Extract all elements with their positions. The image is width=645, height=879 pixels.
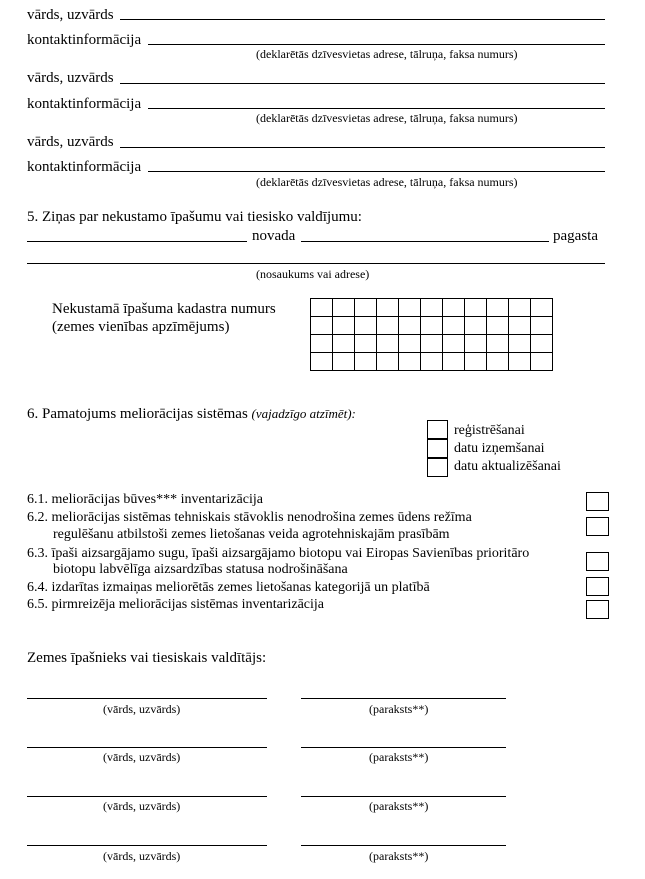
reason-6-4: 6.4. izdarītas izmaiņas meliorētās zemes lietošanas kategorijā un platībā: [27, 580, 430, 595]
address-field[interactable]: [27, 263, 605, 264]
name-field[interactable]: [120, 147, 605, 148]
signer-name-hint: (vārds, uzvārds): [103, 702, 181, 716]
signer-name-hint: (vārds, uzvārds): [103, 750, 181, 764]
signer-name-hint: (vārds, uzvārds): [103, 799, 181, 813]
checkbox-reason-6-4[interactable]: [586, 577, 609, 596]
checkbox-reason-6-2[interactable]: [586, 517, 609, 536]
address-hint: (nosaukums vai adrese): [256, 267, 370, 281]
checkbox-update[interactable]: [427, 458, 448, 477]
name-label: vārds, uzvārds: [27, 70, 114, 86]
signer-name-field[interactable]: [27, 845, 267, 846]
name-field[interactable]: [120, 19, 605, 20]
signer-name-field[interactable]: [27, 796, 267, 797]
signer-name-field[interactable]: [27, 747, 267, 748]
checkbox-reason-6-1[interactable]: [586, 492, 609, 511]
cadastre-number-grid[interactable]: [310, 298, 553, 371]
option-removal: datu izņemšanai: [454, 441, 545, 456]
contact-field[interactable]: [148, 108, 605, 109]
contact-hint: (deklarētās dzīvesvietas adrese, tālruņa, faksa numurs): [256, 47, 518, 61]
reason-6-1: 6.1. meliorācijas būves*** inventarizācija: [27, 492, 263, 507]
section6-note: (vajadzīgo atzīmēt):: [251, 406, 356, 421]
pagasta-label: pagasta: [553, 228, 598, 244]
signature-hint: (paraksts**): [369, 702, 429, 716]
option-update: datu aktualizēšanai: [454, 459, 561, 474]
signature-field[interactable]: [301, 796, 506, 797]
checkbox-reason-6-3[interactable]: [586, 552, 609, 571]
signer-name-field[interactable]: [27, 698, 267, 699]
cadastre-label: Nekustamā īpašuma kadastra numurs: [52, 301, 276, 317]
name-label: vārds, uzvārds: [27, 134, 114, 150]
signature-field[interactable]: [301, 747, 506, 748]
signature-field[interactable]: [301, 698, 506, 699]
reason-6-2: 6.2. meliorācijas sistēmas tehniskais stāvoklis nenodrošina zemes ūdens režīma: [27, 510, 472, 525]
checkbox-removal[interactable]: [427, 439, 448, 458]
signature-hint: (paraksts**): [369, 799, 429, 813]
contact-field[interactable]: [148, 171, 605, 172]
reason-6-2-cont: regulēšanu atbilstoši zemes lietošanas veida agrotehniskajām prasībām: [53, 527, 450, 542]
contact-label: kontaktinformācija: [27, 32, 142, 48]
signature-hint: (paraksts**): [369, 849, 429, 863]
reason-6-5: 6.5. pirmreizēja meliorācijas sistēmas inventarizācija: [27, 597, 324, 612]
signature-hint: (paraksts**): [369, 750, 429, 764]
signature-field[interactable]: [301, 845, 506, 846]
novada-label: novada: [252, 228, 296, 244]
reason-6-3: 6.3. īpaši aizsargājamo sugu, īpaši aizsargājamo biotopu vai Eiropas Savienības prioritāro: [27, 546, 530, 561]
name-label: vārds, uzvārds: [27, 7, 114, 23]
contact-label: kontaktinformācija: [27, 96, 142, 112]
contact-label: kontaktinformācija: [27, 159, 142, 175]
section5-title: 5. Ziņas par nekustamo īpašumu vai tiesisko valdījumu:: [27, 209, 362, 225]
contact-field[interactable]: [148, 44, 605, 45]
contact-hint: (deklarētās dzīvesvietas adrese, tālruņa, faksa numurs): [256, 175, 518, 189]
contact-hint: (deklarētās dzīvesvietas adrese, tālruņa, faksa numurs): [256, 111, 518, 125]
checkbox-registration[interactable]: [427, 420, 448, 439]
option-registration: reģistrēšanai: [454, 423, 525, 438]
signatures-title: Zemes īpašnieks vai tiesiskais valdītājs:: [27, 650, 267, 666]
parish-field[interactable]: [301, 241, 549, 242]
section6-title: 6. Pamatojums meliorācijas sistēmas (vajadzīgo atzīmēt):: [27, 406, 356, 422]
name-field[interactable]: [120, 83, 605, 84]
reason-6-3-cont: biotopu labvēlīga aizsardzības statusa nodrošināšana: [53, 562, 348, 577]
cadastre-sublabel: (zemes vienības apzīmējums): [52, 319, 230, 335]
checkbox-reason-6-5[interactable]: [586, 600, 609, 619]
signer-name-hint: (vārds, uzvārds): [103, 849, 181, 863]
municipality-field[interactable]: [27, 241, 247, 242]
